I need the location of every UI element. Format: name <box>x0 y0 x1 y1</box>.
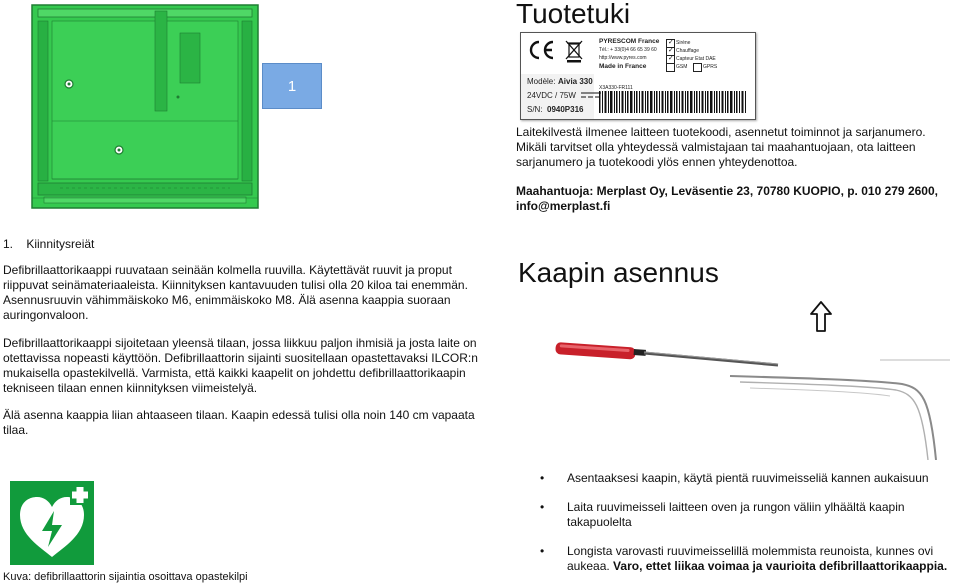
ce-mark-icon <box>527 39 557 61</box>
page-title: Tuotetuki <box>516 0 631 29</box>
weee-bin-icon <box>565 39 583 63</box>
label-voltage: 24VDC / 75W <box>527 91 576 100</box>
label-checkbox-text: GPRS <box>703 64 718 70</box>
placement-paragraph: Defibrillaattorikaappi sijoitetaan yleensä tilaan, jossa liikkuu paljon ihmisiä ja josta laite on otettavissa nopeasti käyttöön. Defibrillaattorin sijainti suositellaan opastettavaksi ILCOR:n mukaisella opastekilvellä. Varmista, että kaikki kaapelit on johdettu defibrillaattorikaapin tekniseen tilaan ennen kiinnityksen viimeistelyä. <box>3 336 478 395</box>
mounting-holes-heading: 1. Kiinnitysreiät <box>3 237 95 251</box>
label-checkbox-text: Capteur Etat DAE <box>676 56 716 62</box>
label-checkbox <box>666 63 675 72</box>
label-checkbox-text: GSM <box>676 64 688 70</box>
barcode-icon <box>599 91 749 113</box>
label-barcode-code: X3A330-FR111 <box>599 85 633 91</box>
dc-symbol-icon <box>581 92 601 98</box>
product-label <box>520 32 756 120</box>
label-checkbox-text: Chauffage <box>676 48 699 54</box>
aed-caption: Kuva: defibrillaattorin sijaintia osoittava opastekilpi <box>3 571 248 583</box>
callout-number: 1 <box>287 77 297 95</box>
bullet-warning-text: Varo, ettet liikaa voimaa ja vaurioita defibrillaattorikaappia. <box>613 559 948 573</box>
importer-info-line2: info@merplast.fi <box>516 199 611 213</box>
label-website: http://www.pyres.com <box>599 55 647 61</box>
label-sn-value: 0940P316 <box>547 105 584 114</box>
cabinet-back-drawing <box>30 3 260 210</box>
bullet-text-group <box>567 544 957 574</box>
product-support-paragraph: Laitekilvestä ilmenee laitteen tuotekoodi, asennetut toiminnot ja sarjanumero. Mikäli tarvitset olla yhteydessä valmistajaan tai maahantuojaan, ota laitteen sarjanumero ja tuotekoodi ylös ennen yhteydenottoa. <box>516 125 926 169</box>
screwdriver-icon <box>555 342 778 365</box>
label-tel: Tél.: + 33(0)4 66 65 39 60 <box>599 47 657 53</box>
bullet-text: Asentaaksesi kaapin, käytä pientä ruuvimeisseliä kannen aukaisuun <box>567 471 929 485</box>
installation-title: Kaapin asennus <box>518 257 719 288</box>
callout-number-box <box>262 63 322 109</box>
label-sn-label: S/N: <box>527 105 543 114</box>
bullet-icon: • <box>540 471 545 485</box>
mounting-holes-paragraph: Defibrillaattorikaappi ruuvataan seinään kolmella ruuvilla. Käytettävät ruuvit ja proput riippuvat seinämateriaaleista. Kiinnityksen kantavuuden tulisi olla 20 kiloa tai enemmän. Asennusruuvin vähimmäiskoko M6, enimmäiskoko M8. Älä asenna kaappia suoraan auringonvaloon. <box>3 263 468 322</box>
label-checkbox: ✓ <box>668 55 674 62</box>
screwdriver-illustration <box>550 320 960 460</box>
label-checkbox: ✓ <box>668 39 674 46</box>
bullet-text: Laita ruuvimeisseli laitteen oven ja rungon väliin ylhäältä kaapin takapuolelta <box>567 500 905 529</box>
label-made-in: Made in France <box>599 63 647 70</box>
label-model-label: Modèle: <box>527 77 556 86</box>
label-brand: PYRESCOM France <box>599 38 660 45</box>
bullet-icon: • <box>540 544 545 558</box>
label-checkbox-text: Sirène <box>676 40 691 46</box>
bullet-icon: • <box>540 500 545 514</box>
aed-sign <box>10 481 94 565</box>
label-model-value: Aivia 330 <box>558 77 593 86</box>
importer-info-line1: Maahantuoja: Merplast Oy, Leväsentie 23, 70780 KUOPIO, p. 010 279 2600, <box>516 184 938 198</box>
label-checkbox <box>693 63 702 72</box>
bullet-text: Longista varovasti ruuvimeisselillä molemmista reunoista, kunnes ovi aukeaa. <box>567 544 934 573</box>
label-checkbox: ✓ <box>668 47 674 54</box>
placement-warning: Älä asenna kaappia liian ahtaaseen tilaan. Kaapin edessä tulisi olla noin 140 cm vapaata tilaa. <box>3 408 475 437</box>
